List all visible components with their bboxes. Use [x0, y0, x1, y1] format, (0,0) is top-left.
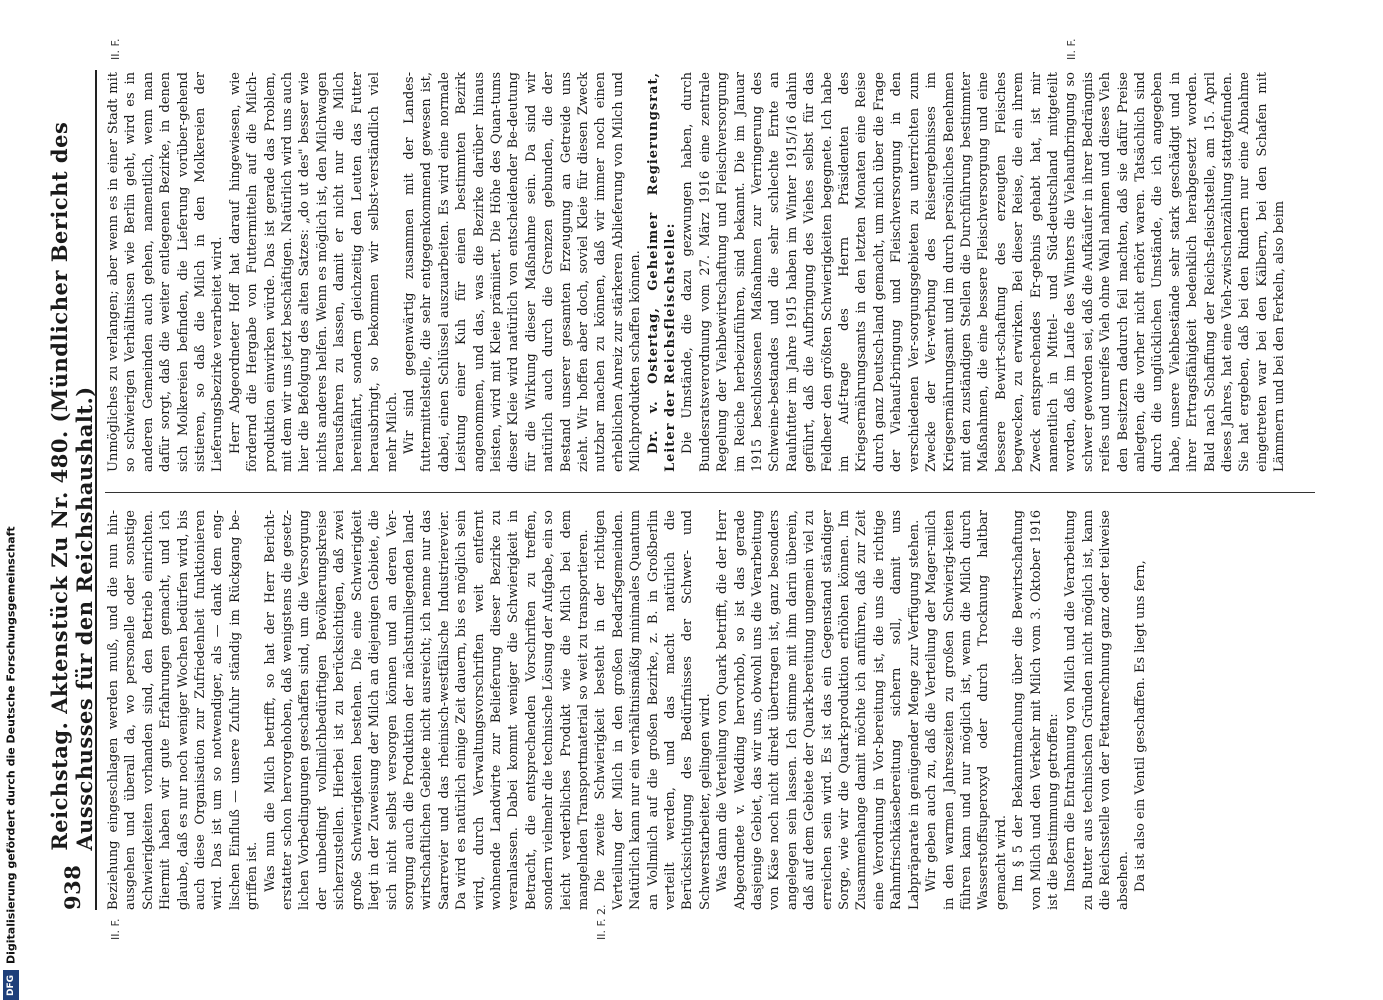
margin-note: II. F.	[1065, 38, 1078, 60]
paragraph: Herr Abgeordneter Hoff hat darauf hingewiesen, wie fördernd die Hergabe von Futtermitteln auf die Milch-produktion einwirken würde. Das ist gerade das Problem, mit dem wir uns jetzt beschäftigen. Natürlich wird uns auch hier die Befolgung des alten Satzes: „do ut des" besser wie nichts anderes helfen. Wenn es möglich ist, den Milchwagen herausfahren zu lassen, damit er nicht nur die Milch hereinfährt, sondern gleichzeitig den Leuten das Futter herausbringt, so bekommen wir selbst-verständlich viel mehr Milch.	[227, 72, 400, 472]
speaker-intro: Dr. v. Ostertag, Geheimer Regierungsrat, Leiter der Reichsfleischstelle:	[645, 72, 678, 472]
scanned-page	[47, 0, 1345, 1000]
digitization-sidebar	[0, 0, 22, 1000]
dfg-logo-icon: DFG	[3, 970, 19, 1000]
sidebar-credit-text: Digitalisierung gefördert durch die Deutsche Forschungsgemeinschaft	[4, 526, 18, 964]
page-header	[47, 70, 97, 910]
paragraph: Da ist also ein Ventil geschaffen. Es liegt uns fern,	[1132, 560, 1148, 892]
sidebar-credit	[2, 0, 20, 1000]
margin-note: II. F.	[109, 38, 122, 60]
paragraph: Unmögliches zu verlangen; aber wenn es in einer Stadt mit so schwierigen Verhältnissen wie Berlin geht, wird es in anderen Gemeinden auch gehen, namentlich, wenn man dafür sorgt, daß die weiter entlegenen Bezirke, in denen sich Molkereien befinden, die Lieferung vorüber-gehend sistieren, so daß die Milch in den Molkereien der Lieferungsbezirke verarbeitet wird.	[106, 72, 226, 472]
page-title: Reichstag. Aktenstück Zu Nr. 480. (Mündlicher Bericht des Ausschusses für den Reichshaushalt.)	[47, 121, 97, 851]
paragraph: Wir sind gegenwärtig zusammen mit der Landes-futtermittelstelle, die sehr entgegenkommend gewesen ist, dabei, einen Schlüssel auszuarbeiten. Es wird eine normale Leistung einer Kuh für einen bestimmten Bezirk angenommen, und das, was die Bezirke darüber hinaus leisten, wird mit Kleie prämiiert. Die Höhe des Quan-tums dieser Kleie wird natürlich von entscheidender Be-deutung für die Wirkung dieser Maßnahme sein. Da sind wir natürlich auch durch die Grenzen gebunden, die der Bestand unserer gesamten Erzeugung an Getreide uns zieht. Wir hoffen aber doch, soviel Kleie für diesen Zweck nutzbar machen zu können, daß wir immer noch einen erheblichen Anreiz zur stärkeren Ablieferung von Milch und Milchprodukten schaffen können.	[401, 72, 644, 472]
paragraph: Was nun die Milch betrifft, so hat der Herr Bericht-erstatter schon hervorgehoben, daß wenigstens die gesetz-lichen Vorbedingungen geschaffen sind, um die Versorgung der unbedingt vollmilchbedürftigen Bevölkerungskreise sicherzustellen. Hierbei ist zu berücksichtigen, daß zwei große Schwierigkeiten bestehen. Die eine Schwierigkeit liegt in der Zuweisung der Milch an diejenigen Gebiete, die sich nicht selbst versorgen können und an deren Ver-sorgung auch die Produktion der nächstumliegenden land-wirtschaftlichen Gebiete nicht ausreicht; ich nenne nur das Saarrevier und das rheinisch-westfälische Industrierevier. Da wird es natürlich einige Zeit dauern, bis es möglich sein wird, durch Verwaltungsvorschriften weit entfernt wohnende Landwirte zur Belieferung dieser Bezirke zu veranlassen. Dabei kommt weniger die Schwierigkeit in Betracht, die entsprechenden Vorschriften zu treffen, sondern vielmehr die technische Lösung der Aufgabe, ein so leicht verderbliches Produkt wie die Milch bei dem mangelnden Transportmaterial so weit zu transportieren.	[262, 510, 591, 910]
paragraph: Im § 5 der Bekanntmachung über die Bewirtschaftung von Milch und den Verkehr mit Milch vom 3. Oktober 1916 ist die Bestimmung getroffen:	[1011, 510, 1061, 910]
margin-note: II. F. 2.	[595, 904, 608, 940]
right-column	[105, 72, 1315, 472]
paragraph: Beziehung eingeschlagen werden muß, und die nun hin-ausgehen und überall da, wo personelle oder sonstige Schwierigkeiten vorhanden sind, den Betrieb einrichten. Hiermit haben wir gute Erfahrungen gemacht, und ich glaube, daß es nur noch weniger Wochen bedürfen wird, bis auch diese Organisation zur Zufriedenheit funktionieren wird. Das ist um so notwendiger, als — dank dem eng-lischen Einfluß — unsere Zufuhr ständig im Rückgang be-griffen ist.	[106, 510, 261, 910]
paragraph: Die Umstände, die dazu gezwungen haben, durch Bundesratsverordnung vom 27. März 1916 eine zentrale Regelung der Viehbewirtschaftung und Fleischversorgung im Reiche herbeizuführen, sind bekannt. Die im Januar 1915 beschlossenen Maßnahmen zur Verringerung des Schweine-bestandes und die sehr schlechte Ernte an Rauhfutter im Jahre 1915 haben im Winter 1915/16 dahin geführt, daß die Aufbringung des Viehes selbst für das Feldheer den größten Schwierigkeiten begegnete. Ich habe im Auf-trage des Herrn Präsidenten des Kriegsernährungsamts in den letzten Monaten eine Reise durch ganz Deutsch-land gemacht, um mich über die Frage der Viehauf-bringung und Fleischversorgung in den verschiedenen Ver-sorgungsgebieten zu unterrichten zum Zwecke der Ver-werbung des Reiseergebnisses im Kriegsernährungsamt und im durch persönliches Benehmen mit den zuständigen Stellen die Durchführung bestimmter Maßnahmen, die eine bessere Fleischversorgung und eine bessere Bewirt-schaftung des erzeugten Fleisches begwecken, zu erwirken. Bei dieser Reise, die ein ihrem Zweck entsprechendes Er-gebnis gehabt hat, ist mir namentlich in Mittel- und Süd-deutschland mitgeteilt worden, daß im Laufe des Winters die Viehaufbringung so schwer geworden sei, daß die Aufkäufer in ihrer Bedrängnis reifes und unreifes Vieh ohne Wahl nahmen und dieses Vieh den Besitzern dadurch feil machten, daß sie dafür Preise anlegten, die vorher nicht erhört waren. Tatsächlich sind durch die unglücklichen Umstände, die ich angegeben habe, unsere Viehbestände sehr stark geschädigt und in ihrer Ertragsfähigkeit bedenklich herabgesetzt worden. Bald nach Schaffung der Reichs-fleischstelle, am 15. April dieses Jahres, hat eine Vieh-zwischenzählung stattgefunden. Sie hat ergeben, daß bei den Rindern nur eine Abnahme eingetreten war bei den Kälbern, bei den Schafen mit Lämmern und bei den Ferkeln, also beim	[680, 72, 1288, 472]
quoted-provision: Insofern die Entrahmung von Milch und die Verarbeitung zu Butter aus technischen Gründen nicht möglich ist, kann die Reichsstelle von der Fettanrechnung ganz oder teilweise absehen.	[1063, 510, 1131, 910]
page-number: 938	[59, 864, 85, 910]
paragraph: Was dann die Verteilung von Quark betrifft, die der Herr Abgeordnete v. Wedding hervorhob, so ist das gerade dasjenige Gebiet, das wir uns, obwohl uns die Verarbeitung von Käse noch nicht direkt übertragen ist, ganz besonders angelegen sein lassen. Ich stimme mit ihm darin überein, daß auf dem Gebiete der Quark-bereitung ungemein viel zu erreichen sein wird. Es ist das ein Gegenstand ständiger Sorge, wie wir die Quark-produktion erhöhen können. Im Zusammenhange damit möchte ich anführen, daß zur Zeit eine Verordnung in Vor-bereitung ist, die uns die richtige Rahmfrischkäsebereitung sichern soll, damit uns Labpräparate in genügender Menge zur Verfügung stehen.	[715, 510, 922, 910]
header-rule	[95, 70, 97, 910]
left-column	[105, 510, 1315, 910]
column-divider	[105, 492, 1315, 493]
paragraph: Wir geben auch zu, daß die Verteilung der Mager-milch in den warmen Jahreszeiten zu großen Schwierig-keiten führen kann und nur möglich ist, wenn die Milch durch Wasserstoffsuperoxyd oder durch Trocknung haltbar gemacht wird.	[924, 510, 1009, 910]
margin-note: II. F.	[109, 918, 122, 940]
paragraph: Die zweite Schwierigkeit besteht in der richtigen Verteilung der Milch in den großen Bedarfsgemeinden. Natürlich kann nur ein verhältnismäßig minimales Quantum an Vollmilch auf die großen Bezirke, z. B. in Großberlin verteilt werden, und das macht natürlich die Berücksichtigung des Bedürfnisses der Schwer- und Schwerstarbeiter, gelingen wird.	[593, 510, 713, 910]
